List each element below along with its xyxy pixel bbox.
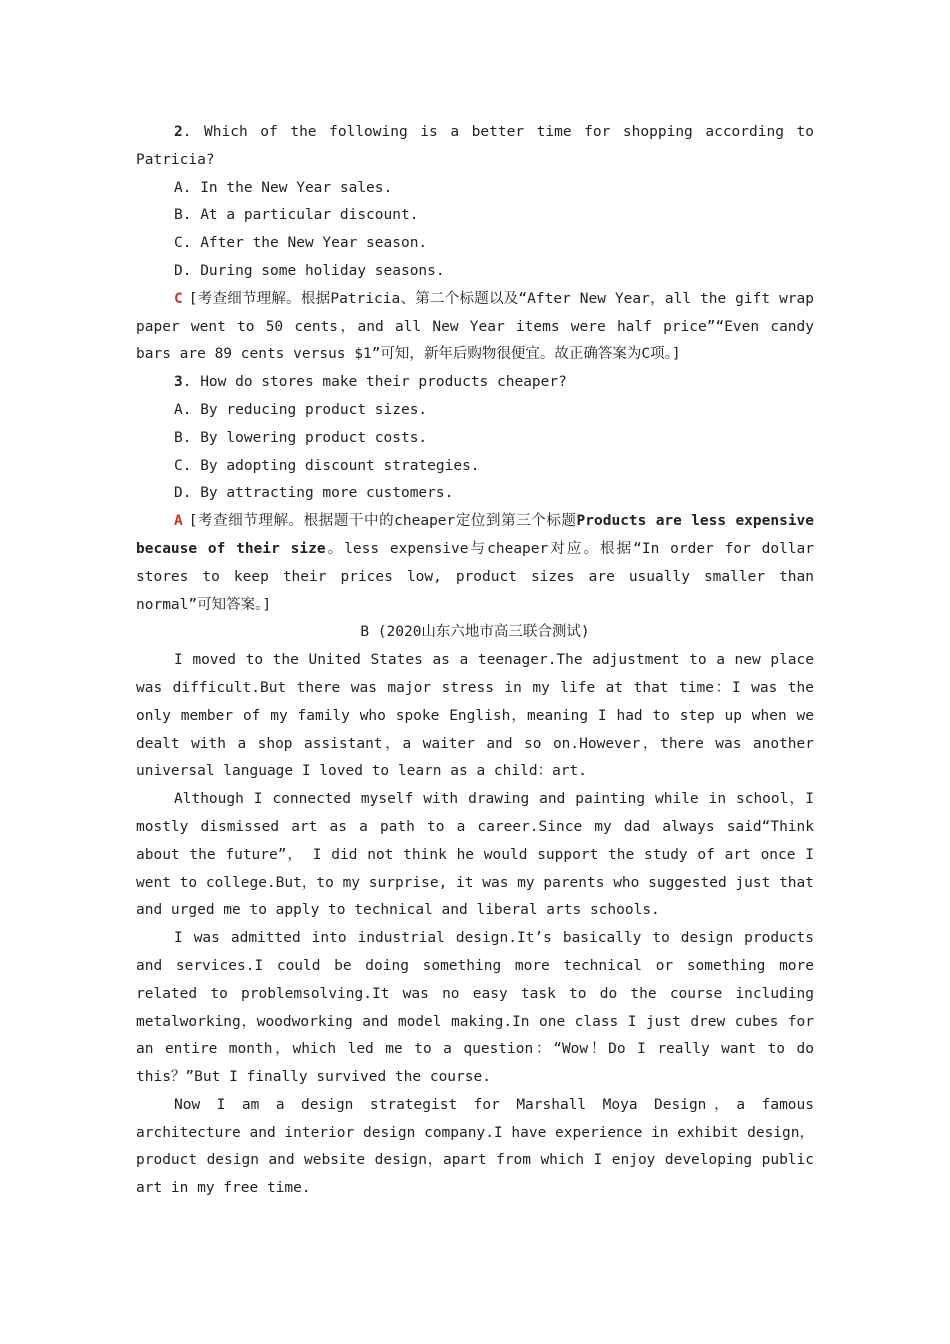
answer-explanation-2 (136, 286, 814, 369)
explanation-text: [考查细节理解。根据Patricia、第二个标题以及“After New Year，all the gift wrap paper went to 50 cents，and all New Year items were half price”“Even candy bars are 89 cents versus $1”可知，新年后购物很便宜。故正确答案为C项。] (136, 290, 814, 363)
answer-key: A (174, 513, 183, 530)
page-content (136, 119, 814, 1203)
question-text: . Which of the following is a better time for shopping according to Patricia? (136, 124, 814, 168)
passage-paragraph: I was admitted into industrial design.It’s basically to design products and services.I could be doing something more technical or something more related to problemsolving.It was no easy task to do the course including metalworking，woodworking and model making.In one class I just drew cubes for an entire month，which led me to a question：“Wow！Do I really want to do this？”But I finally survived the course. (136, 930, 814, 1086)
explanation-text: 。less expensive与cheaper对应。根据“In order for dollar stores to keep their prices low, product sizes are usually smaller than normal”可知答案。] (136, 540, 814, 613)
answer-explanation-3 (136, 508, 814, 619)
option-c: C. By adopting discount strategies. (174, 457, 480, 474)
question-text: . How do stores make their products cheaper? (182, 374, 567, 391)
passage-paragraph: Although I connected myself with drawing and painting while in school，I mostly dismissed art as a path to a career.Since my dad always said“Think about the future”， I did not think he would support the study of art once I went to college.But，to my surprise, it was my parents who suggested just that and urged me to apply to technical and liberal arts schools. (136, 791, 814, 919)
passage-paragraph: I moved to the United States as a teenager.The adjustment to a new place was difficult.But there was major stress in my life at that time：I was the only member of my family who spoke English，meaning I had to step up when we dealt with a shop assistant，a waiter and so on.However，there was another universal language I loved to learn as a child：art. (136, 652, 814, 780)
passage-paragraph: Now I am a design strategist for Marshall Moya Design，a famous architecture and interior design company.I have experience in exhibit design，product design and website design，apart from which I enjoy developing public art in my free time. (136, 1096, 814, 1197)
answer-key: C (174, 290, 183, 307)
option-c: C. After the New Year season. (174, 235, 428, 252)
option-d: D. During some holiday seasons. (174, 262, 445, 279)
option-d: D. By attracting more customers. (174, 485, 454, 502)
section-title: B (2020山东六地市高三联合测试) (360, 624, 590, 641)
question-number: 2 (174, 124, 183, 140)
option-a: A. By reducing product sizes. (174, 401, 428, 418)
option-a: A. In the New Year sales. (174, 179, 393, 196)
question-2 (136, 119, 814, 175)
option-b: B. At a particular discount. (174, 207, 419, 224)
option-b: B. By lowering product costs. (174, 429, 428, 446)
question-3 (136, 369, 814, 397)
explanation-text: [考查细节理解。根据题干中的cheaper定位到第三个标题 (188, 513, 577, 530)
explanation-bold-heading: Products are less expensive because of their size (136, 513, 815, 557)
question-number: 3 (174, 374, 183, 391)
